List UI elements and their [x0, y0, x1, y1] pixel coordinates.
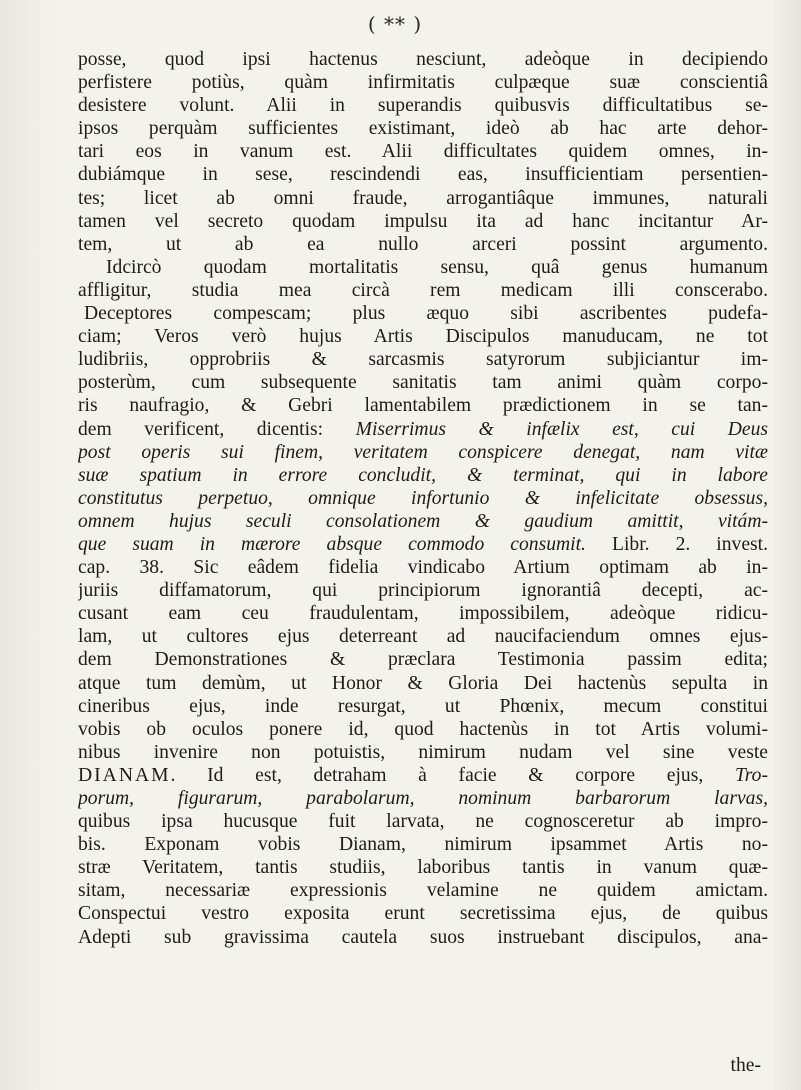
- text-line: ciam; Veros verò hujus Artis Discipulos manuducam, ne tot: [78, 326, 768, 348]
- text-line: tem, ut ab ea nullo arceri possint argumento.: [78, 233, 768, 255]
- body-text: [78, 48, 768, 949]
- text-line: quibus ipsa hucusque fuit larvata, ne cognosceretur ab impro-: [78, 811, 768, 833]
- text-line: perfistere potiùs, quàm infirmitatis culpæque suæ conscientiâ: [78, 72, 768, 94]
- text-line: Deceptores compescam; plus æquo sibi ascribentes pudefa-: [84, 303, 768, 325]
- text-line: cineribus ejus, inde resurgat, ut Phœnix, mecum constitui: [78, 695, 768, 717]
- text-line: dem verificent, dicentis: Miserrimus & infælix est, cui Deus: [78, 418, 768, 440]
- text-line: cap. 38. Sic eâdem fidelia vindicabo Artium optimam ab in-: [78, 557, 768, 579]
- catchword: the-: [730, 1055, 761, 1076]
- text-line: Idcircò quodam mortalitatis sensu, quâ genus humanum: [106, 256, 768, 278]
- page-signature-mark: ( ** ): [367, 12, 423, 36]
- text-line: desistere volunt. Alii in superandis quibusvis difficultatibus se-: [78, 95, 768, 117]
- text-line: ris naufragio, & Gebri lamentabilem prædictionem in se tan-: [78, 395, 768, 417]
- text-line: porum, figurarum, parabolarum, nominum barbarorum larvas,: [78, 788, 768, 809]
- text-line: Adepti sub gravissima cautela suos instruebant discipulos, ana-: [78, 926, 768, 948]
- text-line: post operis sui finem, veritatem conspicere denegat, nam vitæ: [78, 441, 768, 463]
- text-line: suæ spatium in errore concludit, & terminat, qui in labore: [78, 464, 768, 486]
- text-line: constitutus perpetuo, omnique infortunio & infelicitate obsessus,: [78, 487, 768, 509]
- text-line: sitam, necessariæ expressionis velamine ne quidem amictam.: [78, 880, 768, 902]
- text-line: affligitur, studia mea circà rem medicam illi conscerabo.: [78, 279, 768, 301]
- text-line: DIANAM. Id est, detraham à facie & corpore ejus, Tro-: [78, 764, 768, 786]
- text-line: tari eos in vanum est. Alii difficultates quidem omnes, in-: [78, 141, 768, 163]
- text-line: bis. Exponam vobis Dianam, nimirum ipsammet Artis no-: [78, 834, 768, 856]
- text-line: atque tum demùm, ut Honor & Gloria Dei hactenùs sepulta in: [78, 672, 768, 694]
- text-line: vobis ob oculos ponere id, quod hactenùs in tot Artis volumi-: [78, 718, 768, 740]
- text-line: omnem hujus seculi consolationem & gaudium amittit, vitám-: [78, 510, 768, 532]
- text-line: ipsos perquàm sufficientes existimant, ideò ab hac arte dehor-: [78, 118, 768, 140]
- text-line: lam, ut cultores ejus deterreant ad naucifaciendum omnes ejus-: [78, 626, 768, 648]
- text-line: nibus invenire non potuistis, nimirum nudam vel sine veste: [78, 741, 768, 763]
- text-line: cusant eam ceu fraudulentam, impossibilem, adeòque ridicu-: [78, 603, 768, 625]
- text-line: dem Demonstrationes & præclara Testimonia passim edita;: [78, 649, 768, 671]
- text-line: tamen vel secreto quodam impulsu ita ad hanc incitantur Ar-: [78, 210, 768, 232]
- text-line: ludibriis, opprobriis & sarcasmis satyrorum subjiciantur im-: [78, 349, 768, 371]
- text-line: tes; licet ab omni fraude, arrogantiâque immunes, naturali: [78, 187, 768, 209]
- text-line: posterùm, cum subsequente sanitatis tam animi quàm corpo-: [78, 372, 768, 394]
- text-line: que suam in mærore absque commodo consumit. Libr. 2. invest.: [78, 533, 768, 555]
- text-line: dubiámque in sese, rescindendi eas, insufficientiam persentien-: [78, 164, 768, 186]
- text-line: posse, quod ipsi hactenus nesciunt, adeòque in decipiendo: [78, 49, 768, 70]
- text-line: juriis diffamatorum, qui principiorum ignorantiâ decepti, ac-: [78, 580, 768, 602]
- text-line: stræ Veritatem, tantis studiis, laboribus tantis in vanum quæ-: [78, 857, 768, 879]
- text-line: Conspectui vestro exposita erunt secretissima ejus, de quibus: [78, 903, 768, 925]
